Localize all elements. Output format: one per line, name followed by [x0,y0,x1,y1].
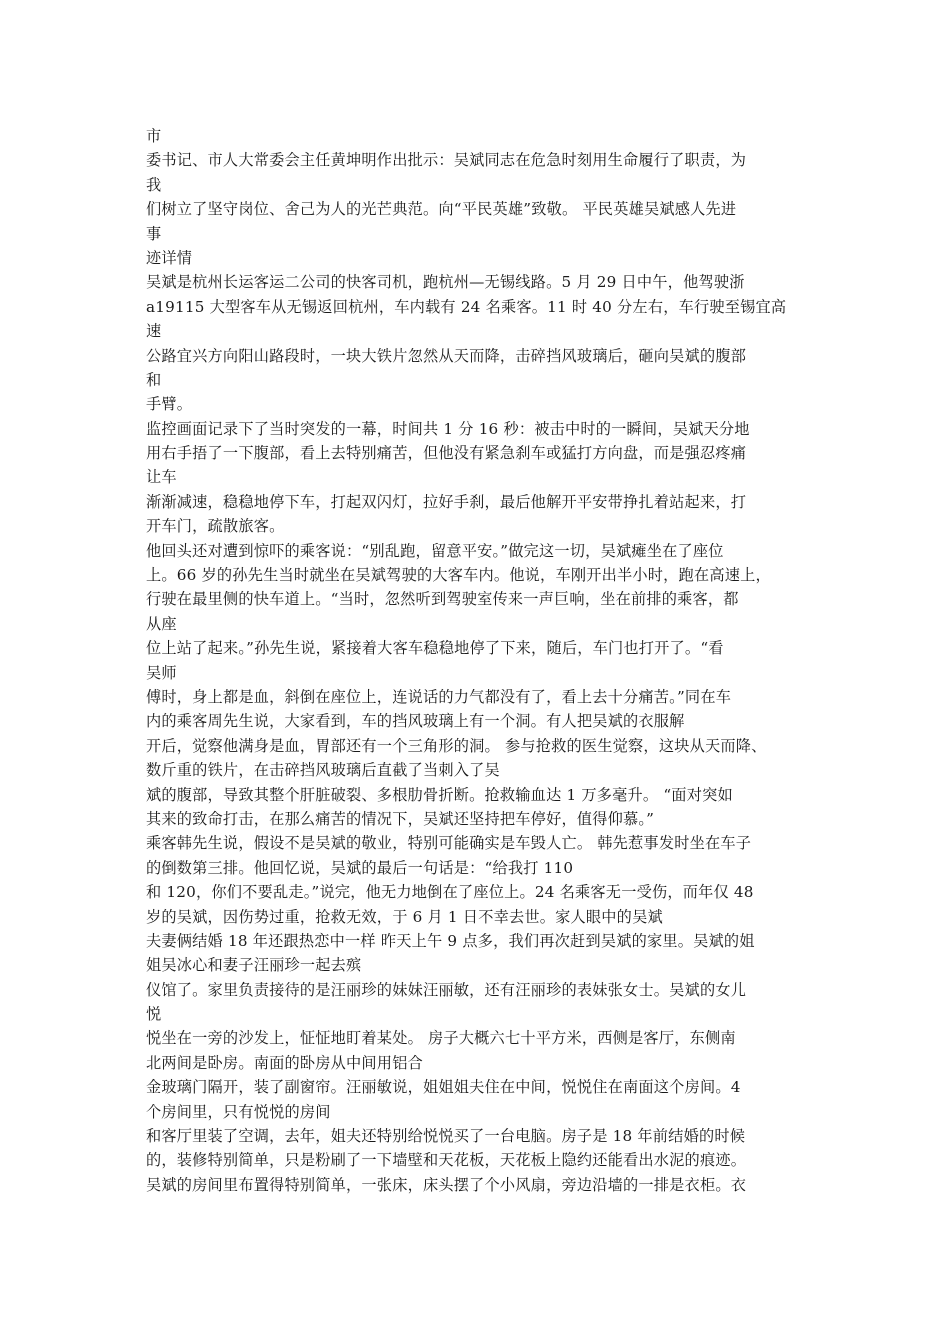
text-line: 速 [146,322,162,341]
text-line: 斌的腹部，导致其整个肝脏破裂、多根肋骨折断。抢救输血达 1 万多毫升。 “面对突如 [146,785,733,804]
text-line: 乘客韩先生说，假设不是吴斌的敬业，特别可能确实是车毁人亡。 韩先惹事发时坐在车子 [146,834,752,853]
text-line: 悦坐在一旁的沙发上，怔怔地盯着某处。 房子大概六七十平方米，西侧是客厅，东侧南 [146,1029,736,1048]
text-line: 手臂。 [146,395,193,414]
text-line: 傅时，身上都是血，斜倒在座位上，连说话的力气都没有了，看上去十分痛苦。”同在车 [146,687,732,706]
text-line: 的，装修特别简单，只是粉刷了一下墙壁和天花板，天花板上隐约还能看出水泥的痕迹。 [146,1151,747,1170]
text-line: 从座 [146,614,177,633]
text-line: 市 [146,127,162,145]
text-line: 的倒数第三排。他回忆说，吴斌的最后一句话是：“给我打 110 [146,858,574,877]
text-line: 吴斌是杭州长运客运二公司的快客司机，跑杭州—无锡线路。5 月 29 日中午，他驾驶浙 [146,273,745,292]
text-line: 让车 [146,468,177,487]
text-line: 吴斌的房间里布置得特别简单，一张床，床头摆了个小风扇，旁边沿墙的一排是衣柜。衣 [146,1175,747,1194]
text-line: 监控画面记录下了当时突发的一幕，时间共 1 分 16 秒：被击中时的一瞬间，吴斌天分地 [146,419,750,438]
text-line: 仪馆了。家里负责接待的是汪丽珍的妹妹汪丽敏，还有汪丽珍的表妹张女士。吴斌的女儿 [146,980,747,999]
text-line: 他回头还对遭到惊吓的乘客说：“别乱跑，留意平安。”做完这一切，吴斌瘫坐在了座位 [146,541,724,560]
text-line: 迹详情 [146,248,193,267]
text-line: 行驶在最里侧的快车道上。“当时，忽然听到驾驶室传来一声巨响，坐在前排的乘客，都 [146,590,739,609]
text-line: 北两间是卧房。南面的卧房从中间用铝合 [146,1053,423,1072]
text-line: 开后，觉察他满身是血，胃部还有一个三角形的洞。 参与抢救的医生觉察，这块从天而降、 [146,736,767,755]
text-line: 夫妻俩结婚 18 年还跟热恋中一样 昨天上午 9 点多，我们再次赶到吴斌的家里。吴斌的姐 [146,931,755,950]
text-line: 事 [146,224,162,243]
text-line: 吴师 [146,663,177,682]
text-line: 姐吴冰心和妻子汪丽珍一起去殡 [146,956,362,975]
text-line: a19115 大型客车从无锡返回杭州，车内载有 24 名乘客。11 时 40 分左右，车行驶至锡宜高 [146,297,787,316]
text-line: 数斤重的铁片，在击碎挡风玻璃后直截了当刺入了吴 [146,761,500,780]
article-body [146,124,826,1197]
text-line: 内的乘客周先生说，大家看到，车的挡风玻璃上有一个洞。有人把吴斌的衣服解 [146,712,685,731]
text-line: 悦 [146,1005,162,1024]
text-line: 岁的吴斌，因伤势过重，抢救无效，于 6 月 1 日不幸去世。家人眼中的吴斌 [146,907,663,926]
text-line: 和 [146,370,162,389]
text-line: 开车门，疏散旅客。 [146,517,285,536]
text-line: 委书记、市人大常委会主任黄坤明作出批示：吴斌同志在危急时刻用生命履行了职责，为 [146,151,747,170]
text-line: 位上站了起来。”孙先生说，紧接着大客车稳稳地停了下来，随后，车门也打开了。“看 [146,639,724,658]
text-line: 上。66 岁的孙先生当时就坐在吴斌驾驶的大客车内。他说，车刚开出半小时，跑在高速上， [146,566,771,585]
text-line: 用右手捂了一下腹部，看上去特别痛苦，但他没有紧急刹车或猛打方向盘，而是强忍疼痛 [146,444,747,463]
text-line: 们树立了坚守岗位、舍己为人的光芒典范。向“平民英雄”致敬。 平民英雄吴斌感人先进 [146,200,737,219]
text-line: 渐渐减速，稳稳地停下车，打起双闪灯，拉好手刹，最后他解开平安带挣扎着站起来，打 [146,492,747,511]
text-line: 和客厅里装了空调，去年，姐夫还特别给悦悦买了一台电脑。房子是 18 年前结婚的时候 [146,1127,746,1146]
text-line: 我 [146,175,162,194]
text-line: 公路宜兴方向阳山路段时，一块大铁片忽然从天而降，击碎挡风玻璃后，砸向吴斌的腹部 [146,346,747,365]
text-line: 其来的致命打击，在那么痛苦的情况下，吴斌还坚持把车停好，值得仰慕。” [146,809,655,828]
text-line: 和 120，你们不要乱走。”说完，他无力地倒在了座位上。24 名乘客无一受伤，而年仅 48 [146,883,754,902]
text-line: 个房间里，只有悦悦的房间 [146,1102,331,1121]
text-line: 金玻璃门隔开，装了副窗帘。汪丽敏说，姐姐姐夫住在中间，悦悦住在南面这个房间。4 [146,1078,741,1097]
